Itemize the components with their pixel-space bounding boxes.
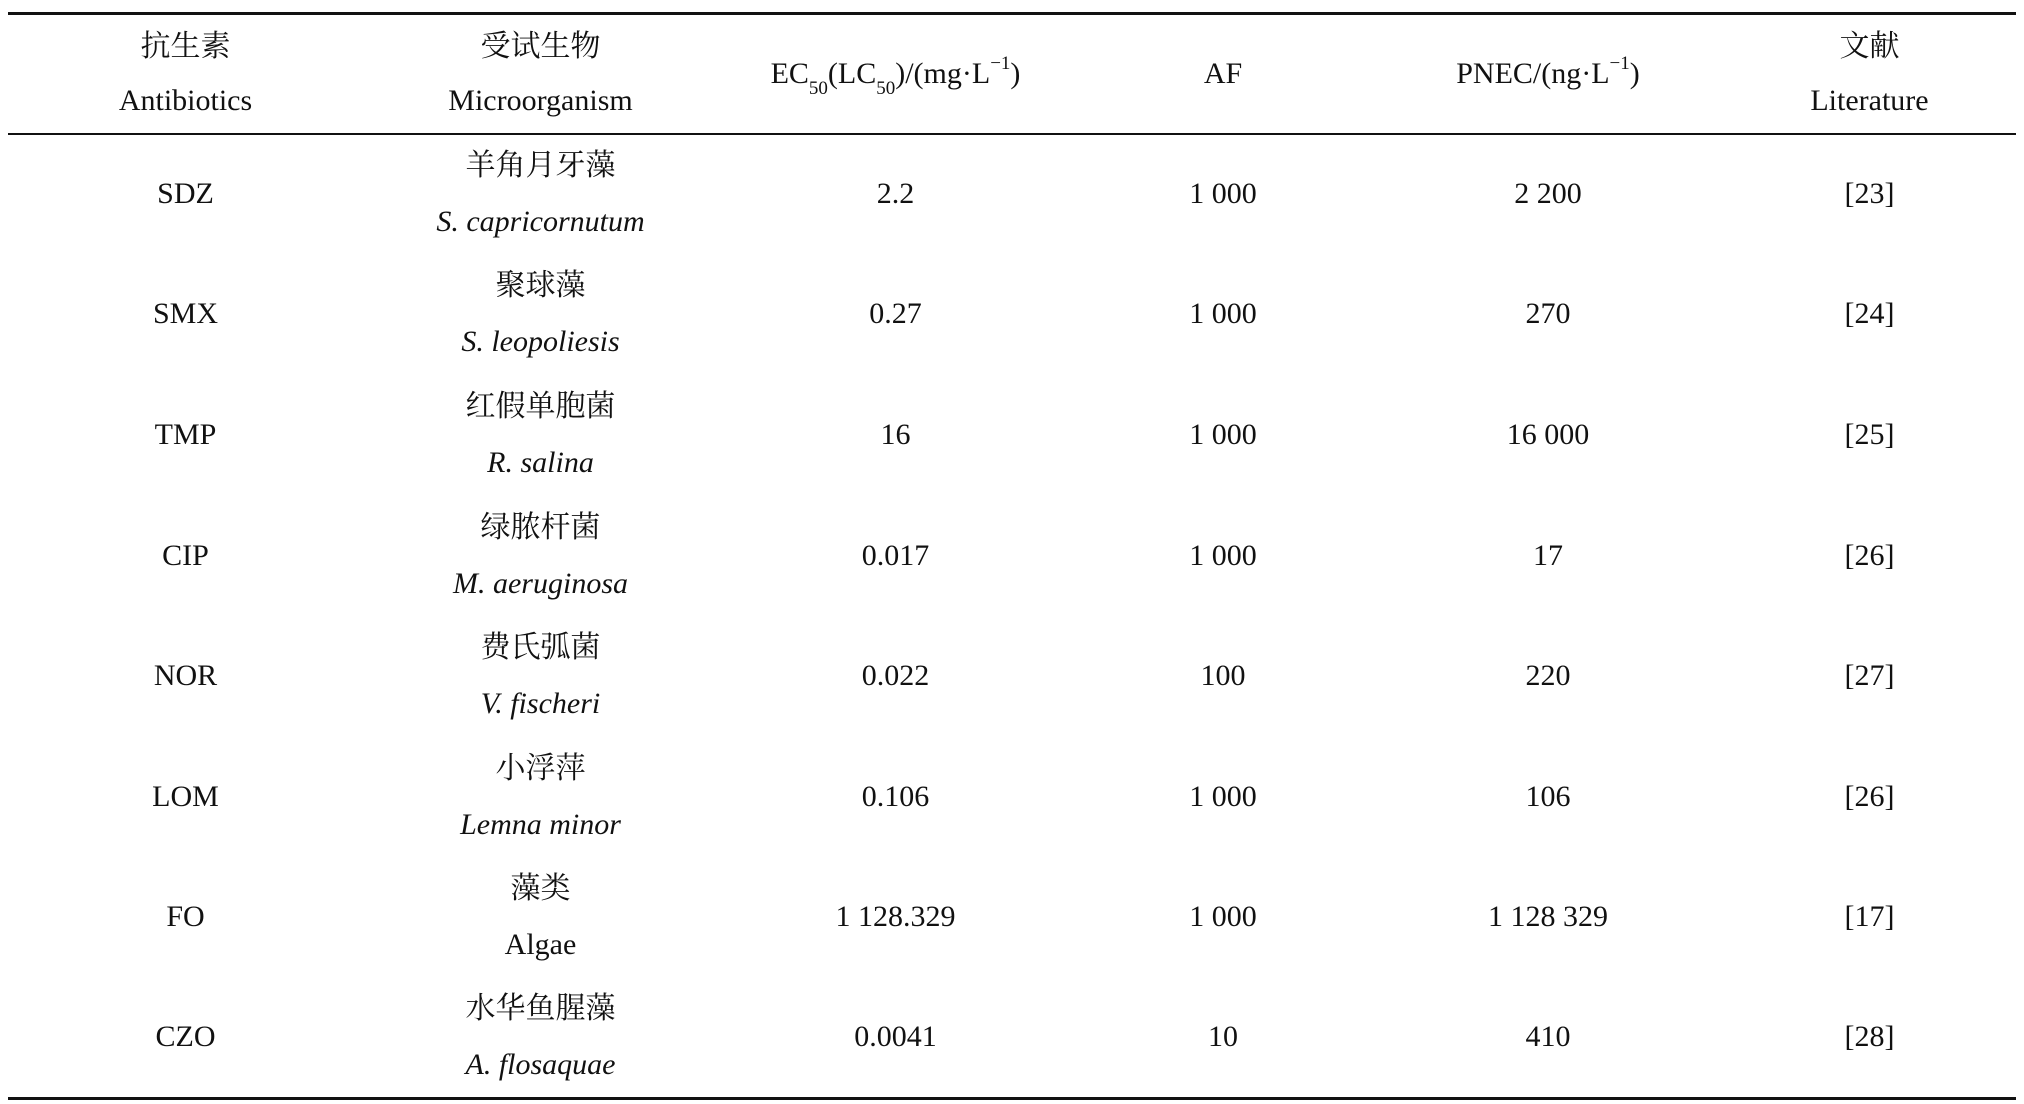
cell-antibiotic: FO xyxy=(166,900,205,934)
header-ec50-unit: )/(mg·L xyxy=(895,56,991,90)
data-table-container xyxy=(8,12,2016,1100)
header-antibiotics-en: Antibiotics xyxy=(118,83,253,117)
cell-organism-en: S. capricornutum xyxy=(436,205,645,239)
table-row xyxy=(8,495,2016,616)
cell-ec50: 16 xyxy=(880,417,911,451)
cell-organism-zh: 水华鱼腥藻 xyxy=(465,991,616,1027)
header-organism xyxy=(363,14,718,134)
cell-organism-zh: 绿脓杆菌 xyxy=(480,509,601,545)
cell-pnec: 17 xyxy=(1533,538,1563,572)
header-literature xyxy=(1723,14,2016,134)
cell-pnec: 1 128 329 xyxy=(1488,900,1608,934)
cell-reference: [23] xyxy=(1844,177,1895,211)
header-pnec-main: PNEC/(ng·L xyxy=(1456,56,1610,90)
cell-organism-zh: 聚球藻 xyxy=(495,268,586,304)
cell-pnec: 106 xyxy=(1525,779,1571,813)
cell-af: 10 xyxy=(1208,1020,1238,1054)
cell-reference: [26] xyxy=(1844,779,1895,813)
header-ec50-sup: −1 xyxy=(990,52,1011,74)
table-header-row xyxy=(8,14,2016,134)
table-row xyxy=(8,857,2016,978)
cell-af: 1 000 xyxy=(1189,417,1257,451)
header-ec50-mid: (LC xyxy=(827,56,877,90)
cell-ec50: 1 128.329 xyxy=(835,900,956,934)
header-pnec xyxy=(1373,14,1723,134)
header-af xyxy=(1073,14,1373,134)
cell-organism-en: S. leopoliesis xyxy=(461,325,620,359)
header-pnec-end: ) xyxy=(1629,56,1640,90)
cell-organism xyxy=(363,978,718,1099)
header-literature-en: Literature xyxy=(1810,83,1929,117)
header-organism-en: Microorganism xyxy=(448,83,633,117)
header-ec50-end: ) xyxy=(1010,56,1021,90)
cell-organism xyxy=(363,857,718,978)
header-literature-zh: 文献 xyxy=(1839,28,1900,64)
cell-antibiotic: LOM xyxy=(152,779,219,813)
header-ec50-label xyxy=(771,47,1021,101)
cell-ec50: 0.0041 xyxy=(854,1020,937,1054)
cell-reference: [27] xyxy=(1844,659,1895,693)
cell-organism xyxy=(363,375,718,496)
cell-organism-zh: 小浮萍 xyxy=(495,750,586,786)
cell-antibiotic: CZO xyxy=(155,1020,216,1054)
cell-reference: [25] xyxy=(1844,417,1895,451)
cell-organism xyxy=(363,254,718,375)
cell-organism-en: M. aeruginosa xyxy=(453,566,628,600)
cell-organism-zh: 红假单胞菌 xyxy=(465,388,616,424)
header-ec50-sub2: 50 xyxy=(876,77,896,99)
cell-antibiotic: TMP xyxy=(154,417,217,451)
cell-organism xyxy=(363,616,718,737)
cell-reference: [24] xyxy=(1844,297,1895,331)
header-ec50-main: EC xyxy=(770,56,809,90)
header-af-label: AF xyxy=(1203,56,1243,90)
cell-reference: [28] xyxy=(1844,1020,1895,1054)
table-row xyxy=(8,375,2016,496)
cell-organism-zh: 藻类 xyxy=(510,871,571,907)
cell-pnec: 220 xyxy=(1525,659,1571,693)
table-row xyxy=(8,254,2016,375)
cell-pnec: 410 xyxy=(1525,1020,1571,1054)
cell-organism-en: A. flosaquae xyxy=(465,1048,616,1082)
antibiotic-pnec-table xyxy=(8,12,2016,1100)
cell-antibiotic: SDZ xyxy=(157,177,214,211)
header-pnec-label xyxy=(1456,47,1640,101)
cell-organism-zh: 羊角月牙藻 xyxy=(465,148,616,184)
cell-af: 100 xyxy=(1200,659,1246,693)
cell-ec50: 2.2 xyxy=(876,177,915,211)
table-row xyxy=(8,978,2016,1099)
cell-af: 1 000 xyxy=(1189,900,1257,934)
table-row xyxy=(8,134,2016,255)
cell-af: 1 000 xyxy=(1189,538,1257,572)
table-row xyxy=(8,736,2016,857)
cell-ec50: 0.106 xyxy=(861,779,930,813)
cell-ec50: 0.017 xyxy=(861,538,930,572)
header-antibiotics xyxy=(8,14,363,134)
header-antibiotics-zh: 抗生素 xyxy=(140,28,231,64)
cell-organism-en: Algae xyxy=(504,928,577,962)
cell-antibiotic: NOR xyxy=(153,659,218,693)
header-organism-zh: 受试生物 xyxy=(480,28,601,64)
header-ec50-sub1: 50 xyxy=(808,77,828,99)
cell-ec50: 0.27 xyxy=(869,297,922,331)
cell-organism-en: Lemna minor xyxy=(460,807,621,841)
cell-af: 1 000 xyxy=(1189,297,1257,331)
cell-ec50: 0.022 xyxy=(861,659,930,693)
cell-organism xyxy=(363,134,718,255)
cell-af: 1 000 xyxy=(1189,177,1257,211)
header-ec50 xyxy=(718,14,1073,134)
cell-pnec: 2 200 xyxy=(1514,177,1582,211)
cell-organism-en: V. fischeri xyxy=(480,687,601,721)
cell-reference: [17] xyxy=(1844,900,1895,934)
cell-organism xyxy=(363,736,718,857)
cell-organism-en: R. salina xyxy=(487,445,594,479)
cell-antibiotic: CIP xyxy=(162,538,209,572)
cell-antibiotic: SMX xyxy=(152,297,219,331)
cell-reference: [26] xyxy=(1844,538,1895,572)
cell-pnec: 16 000 xyxy=(1506,417,1590,451)
cell-af: 1 000 xyxy=(1189,779,1257,813)
cell-organism-zh: 费氏弧菌 xyxy=(480,630,601,666)
cell-organism xyxy=(363,495,718,616)
cell-pnec: 270 xyxy=(1525,297,1571,331)
table-row xyxy=(8,616,2016,737)
header-pnec-sup: −1 xyxy=(1609,52,1630,74)
